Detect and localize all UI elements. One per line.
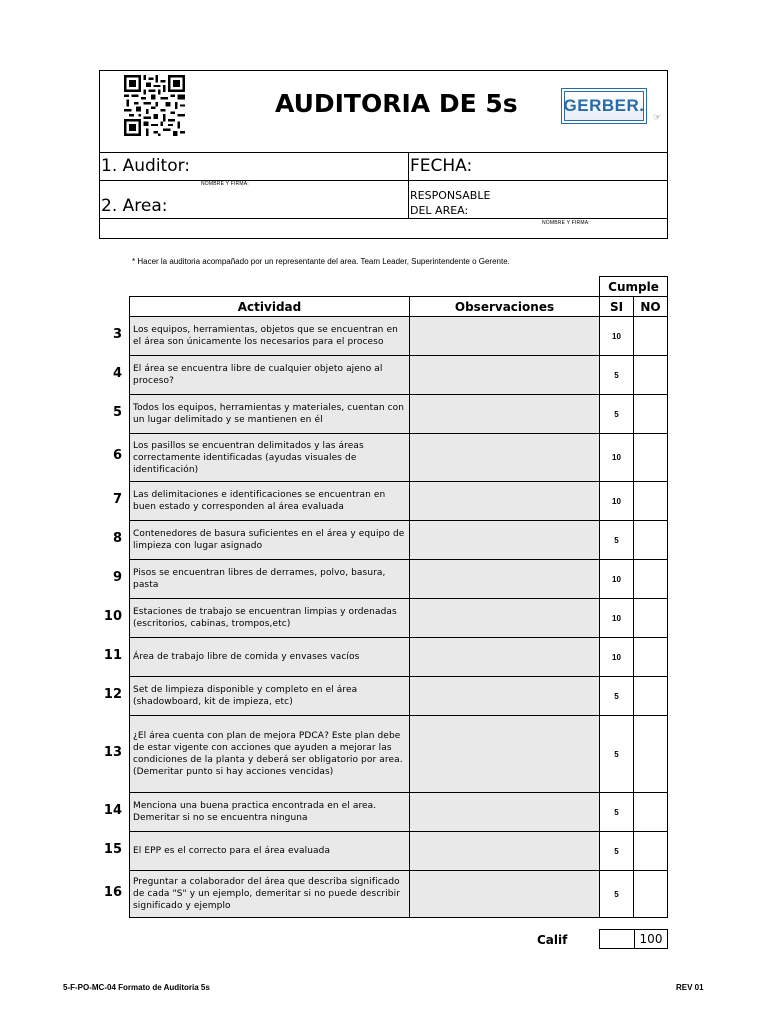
col-no: NO [634,297,668,317]
no-score-cell[interactable] [634,677,668,716]
row-number: 8 [112,530,122,546]
observaciones-field[interactable] [410,560,600,599]
table-row [130,395,668,434]
observaciones-field[interactable] [410,716,600,793]
observaciones-field[interactable] [410,638,600,677]
row-number: 4 [112,365,122,381]
gerber-logo [561,88,647,124]
table-row [130,599,668,638]
observaciones-field[interactable] [410,317,600,356]
si-score-cell[interactable]: 5 [600,395,634,434]
si-score-cell[interactable]: 5 [600,871,634,918]
no-score-cell[interactable] [634,793,668,832]
si-score-cell[interactable]: 5 [600,521,634,560]
table-row [130,793,668,832]
no-score-cell[interactable] [634,482,668,521]
no-score-cell[interactable] [634,638,668,677]
table-row [130,638,668,677]
no-score-cell[interactable] [634,521,668,560]
actividad-cell: Pisos se encuentran libres de derrames, polvo, basura, pasta [130,560,410,599]
calif-value: 100 [639,932,663,946]
row-number: 3 [112,326,122,342]
observaciones-field[interactable] [410,677,600,716]
observaciones-field[interactable] [410,395,600,434]
si-score-cell[interactable]: 10 [600,482,634,521]
auditor-signature-hint: NOMBRE Y FIRMA: [201,181,249,187]
col-actividad: Actividad [130,297,410,317]
observaciones-field[interactable] [410,434,600,482]
row-number: 10 [103,608,122,624]
si-score-cell[interactable]: 5 [600,677,634,716]
row-number: 11 [103,647,122,663]
responsable-signature-hint: NOMBRE Y FIRMA: [542,220,590,226]
table-row [130,832,668,871]
no-score-cell[interactable] [634,356,668,395]
actividad-cell: Menciona una buena practica encontrada en el area. Demeritar si no se encuentra ninguna [130,793,410,832]
table-row [130,434,668,482]
observaciones-field[interactable] [410,793,600,832]
si-score-cell[interactable]: 5 [600,793,634,832]
si-score-cell[interactable]: 10 [600,317,634,356]
actividad-cell: Los equipos, herramientas, objetos que se encuentran en el área son únicamente los necesarios para el proceso [130,317,410,356]
table-row [130,716,668,793]
observaciones-field[interactable] [410,871,600,918]
row-number: 5 [112,404,122,420]
area-label: 2. Area: [101,196,168,216]
col-si: SI [600,297,634,317]
actividad-cell: Los pasillos se encuentran delimitados y las áreas correctamente identificadas (ayudas visuales de identificación) [130,434,410,482]
actividad-cell: Todos los equipos, herramientas y materiales, cuentan con un lugar delimitado y se mantienen en él [130,395,410,434]
actividad-cell: ¿El área cuenta con plan de mejora PDCA? Este plan debe de estar vigente con acciones que ayuden a mejorar las condiciones de la planta y deberá ser obligatorio por area. (Demeritar punto si hay acciones vencidas) [130,716,410,793]
qr-code-icon [124,75,185,136]
table-row [130,677,668,716]
row-number: 15 [103,841,122,857]
no-score-cell[interactable] [634,395,668,434]
si-score-cell[interactable]: 5 [600,832,634,871]
no-score-cell[interactable] [634,560,668,599]
row-number: 13 [103,744,122,760]
no-score-cell[interactable] [634,871,668,918]
observaciones-field[interactable] [410,599,600,638]
col-observaciones: Observaciones [410,297,600,317]
table-row [130,317,668,356]
row-number: 16 [103,884,122,900]
calif-label: Calif [537,933,568,947]
auditor-label: 1. Auditor: [101,156,191,176]
table-row [130,871,668,918]
actividad-cell: El EPP es el correcto para el área evaluada [130,832,410,871]
logo-mark-icon: ☞ [653,112,662,122]
no-score-cell[interactable] [634,434,668,482]
logo-text: GERBER. [563,96,645,115]
instructions-note: * Hacer la auditoria acompañado por un representante del area. Team Leader, Superintendente o Gerente. [132,257,510,266]
table-row [130,521,668,560]
actividad-cell: Área de trabajo libre de comida y envases vacíos [130,638,410,677]
row-number: 14 [103,802,122,818]
si-score-cell[interactable]: 5 [600,356,634,395]
row-number: 12 [103,686,122,702]
no-score-cell[interactable] [634,832,668,871]
calif-box [599,929,668,949]
actividad-cell: Set de limpieza disponible y completo en el área (shadowboard, kit de impieza, etc) [130,677,410,716]
row-number: 6 [112,448,122,463]
observaciones-field[interactable] [410,356,600,395]
observaciones-field[interactable] [410,832,600,871]
actividad-cell: Las delimitaciones e identificaciones se encuentran en buen estado y corresponden al área evaluada [130,482,410,521]
table-row [130,356,668,395]
form-code: 5-F-PO-MC-04 Formato de Auditoria 5s [63,983,210,992]
cumple-header: Cumple [600,277,668,297]
no-score-cell[interactable] [634,599,668,638]
revision: REV 01 [676,983,704,992]
no-score-cell[interactable] [634,317,668,356]
actividad-cell: El área se encuentra libre de cualquier objeto ajeno al proceso? [130,356,410,395]
audit-table [129,276,668,918]
fecha-label: FECHA: [410,156,473,176]
page-title: AUDITORIA DE 5s [275,89,518,118]
observaciones-field[interactable] [410,482,600,521]
divider [408,152,409,218]
si-score-cell[interactable]: 10 [600,638,634,677]
table-row [130,482,668,521]
actividad-cell: Preguntar a colaborador del área que describa significado de cada "S" y un ejemplo, demeritar si no puede describir significado y ejemplo [130,871,410,918]
actividad-cell: Contenedores de basura suficientes en el área y equipo de limpieza con lugar asignado [130,521,410,560]
table-row [130,560,668,599]
row-number: 9 [112,569,122,585]
audit-header [99,70,668,239]
actividad-cell: Estaciones de trabajo se encuentran limpias y ordenadas (escritorios, cabinas, trompos,etc) [130,599,410,638]
divider [100,218,667,219]
no-score-cell[interactable] [634,716,668,793]
row-number: 7 [112,491,122,507]
si-score-cell[interactable]: 5 [600,716,634,793]
si-score-cell[interactable]: 10 [600,434,634,482]
si-score-cell[interactable]: 10 [600,599,634,638]
divider [100,152,667,153]
observaciones-field[interactable] [410,521,600,560]
responsable-label: RESPONSABLE DEL AREA: [410,189,491,217]
si-score-cell[interactable]: 10 [600,560,634,599]
divider [100,180,667,181]
